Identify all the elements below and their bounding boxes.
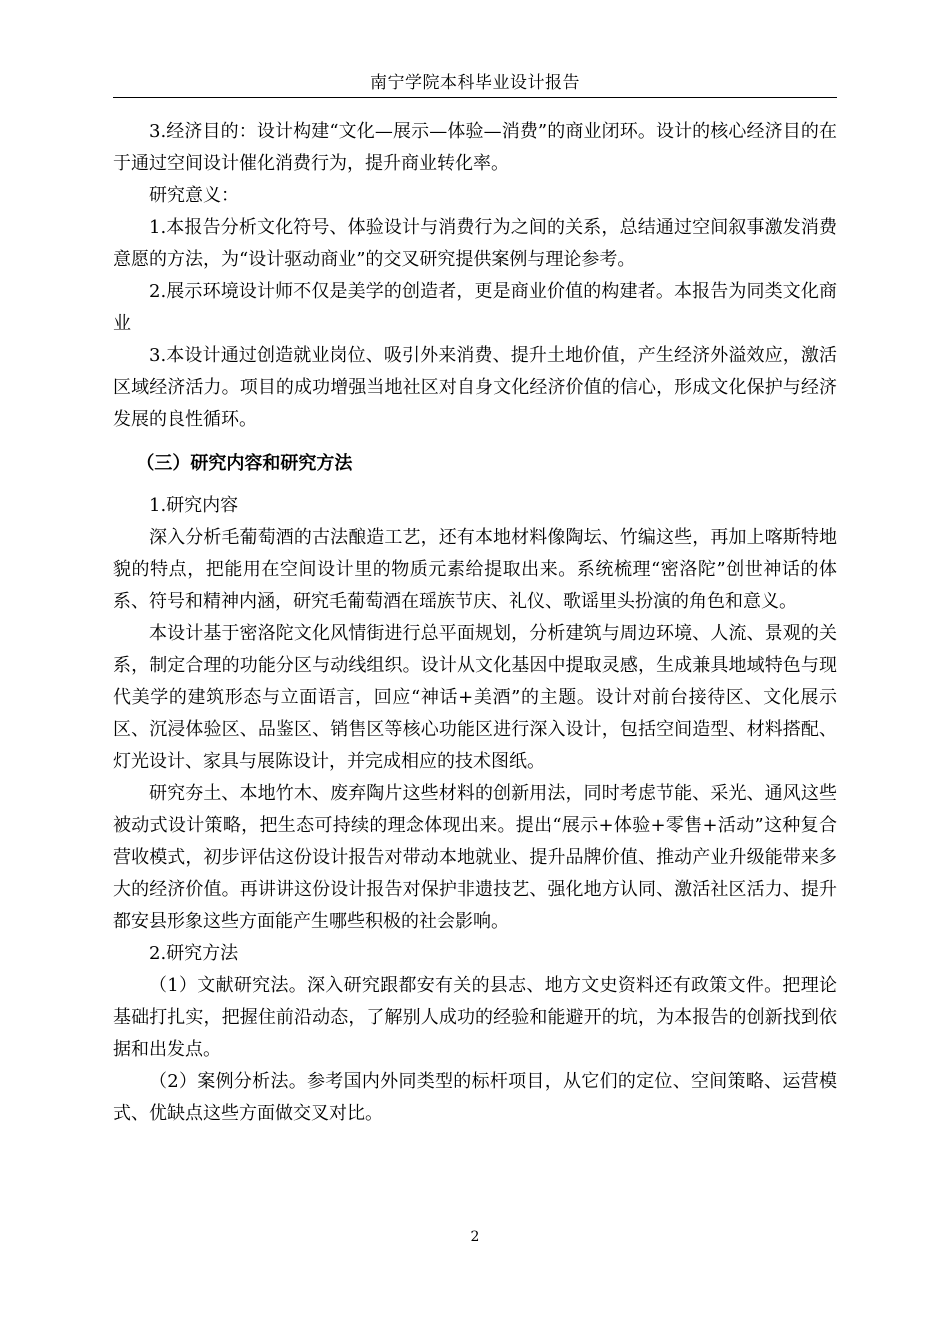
paragraph-content-3: 研究夯土、本地竹木、废弃陶片这些材料的创新用法，同时考虑节能、采光、通风这些被动式设计策略，把生态可持续的理念体现出来。提出“展示+体验+零售+活动”这种复合营收模式，初步评估这份设计报告对带动本地就业、提升品牌价值、推动产业升级能带来多大的经济价值。再讲讲这份设计报告对保护非遗技艺、强化地方认同、激活社区活力、提升都安县形象这些方面能产生哪些积极的社会影响。: [113, 783, 837, 932]
document-body: [113, 116, 837, 1130]
paragraph-economic-purpose: 3.经济目的：设计构建“文化—展示—体验—消费”的商业闭环。设计的核心经济目的在于通过空间设计催化消费行为，提升商业转化率。: [113, 121, 837, 174]
paragraph-content-2: 本设计基于密洛陀文化风情街进行总平面规划，分析建筑与周边环境、人流、景观的关系，制定合理的功能分区与动线组织。设计从文化基因中提取灵感，生成兼具地域特色与现代美学的建筑形态与立面语言，回应“神话+美酒”的主题。设计对前台接待区、文化展示区、沉浸体验区、品鉴区、销售区等核心功能区进行深入设计，包括空间造型、材料搭配、灯光设计、家具与展陈设计，并完成相应的技术图纸。: [113, 623, 837, 772]
header-divider: [113, 97, 837, 98]
paragraph-research-content-label: 1.研究内容: [149, 495, 239, 516]
page-header-title: 南宁学院本科毕业设计报告: [370, 73, 580, 93]
page-number: 2: [470, 1229, 480, 1245]
paragraph-method-1: （1）文献研究法。深入研究跟都安有关的县志、地方文史资料还有政策文件。把理论基础打扎实，把握住前沿动态，了解别人成功的经验和能避开的坑，为本报告的创新找到依据和出发点。: [113, 975, 837, 1060]
paragraph-significance-2: 2.展示环境设计师不仅是美学的创造者，更是商业价值的构建者。本报告为同类文化商业: [113, 281, 837, 334]
paragraph-research-significance-label: 研究意义：: [149, 185, 239, 206]
paragraph-significance-1: 1.本报告分析文化符号、体验设计与消费行为之间的关系，总结通过空间叙事激发消费意愿的方法，为“设计驱动商业”的交叉研究提供案例与理论参考。: [113, 217, 837, 270]
paragraph-research-method-label: 2.研究方法: [149, 943, 239, 964]
paragraph-significance-3: 3.本设计通过创造就业岗位、吸引外来消费、提升土地价值，产生经济外溢效应，激活区域经济活力。项目的成功增强当地社区对自身文化经济价值的信心，形成文化保护与经济发展的良性循环。: [113, 345, 837, 430]
paragraph-content-1: 深入分析毛葡萄酒的古法酿造工艺，还有本地材料像陶坛、竹编这些，再加上喀斯特地貌的特点，把能用在空间设计里的物质元素给提取出来。系统梳理“密洛陀”创世神话的体系、符号和精神内涵，研究毛葡萄酒在瑶族节庆、礼仪、歌谣里头扮演的角色和意义。: [113, 527, 837, 612]
paragraph-method-2: （2）案例分析法。参考国内外同类型的标杆项目，从它们的定位、空间策略、运营模式、优缺点这些方面做交叉对比。: [113, 1071, 837, 1124]
section-heading: （三）研究内容和研究方法: [136, 453, 353, 474]
